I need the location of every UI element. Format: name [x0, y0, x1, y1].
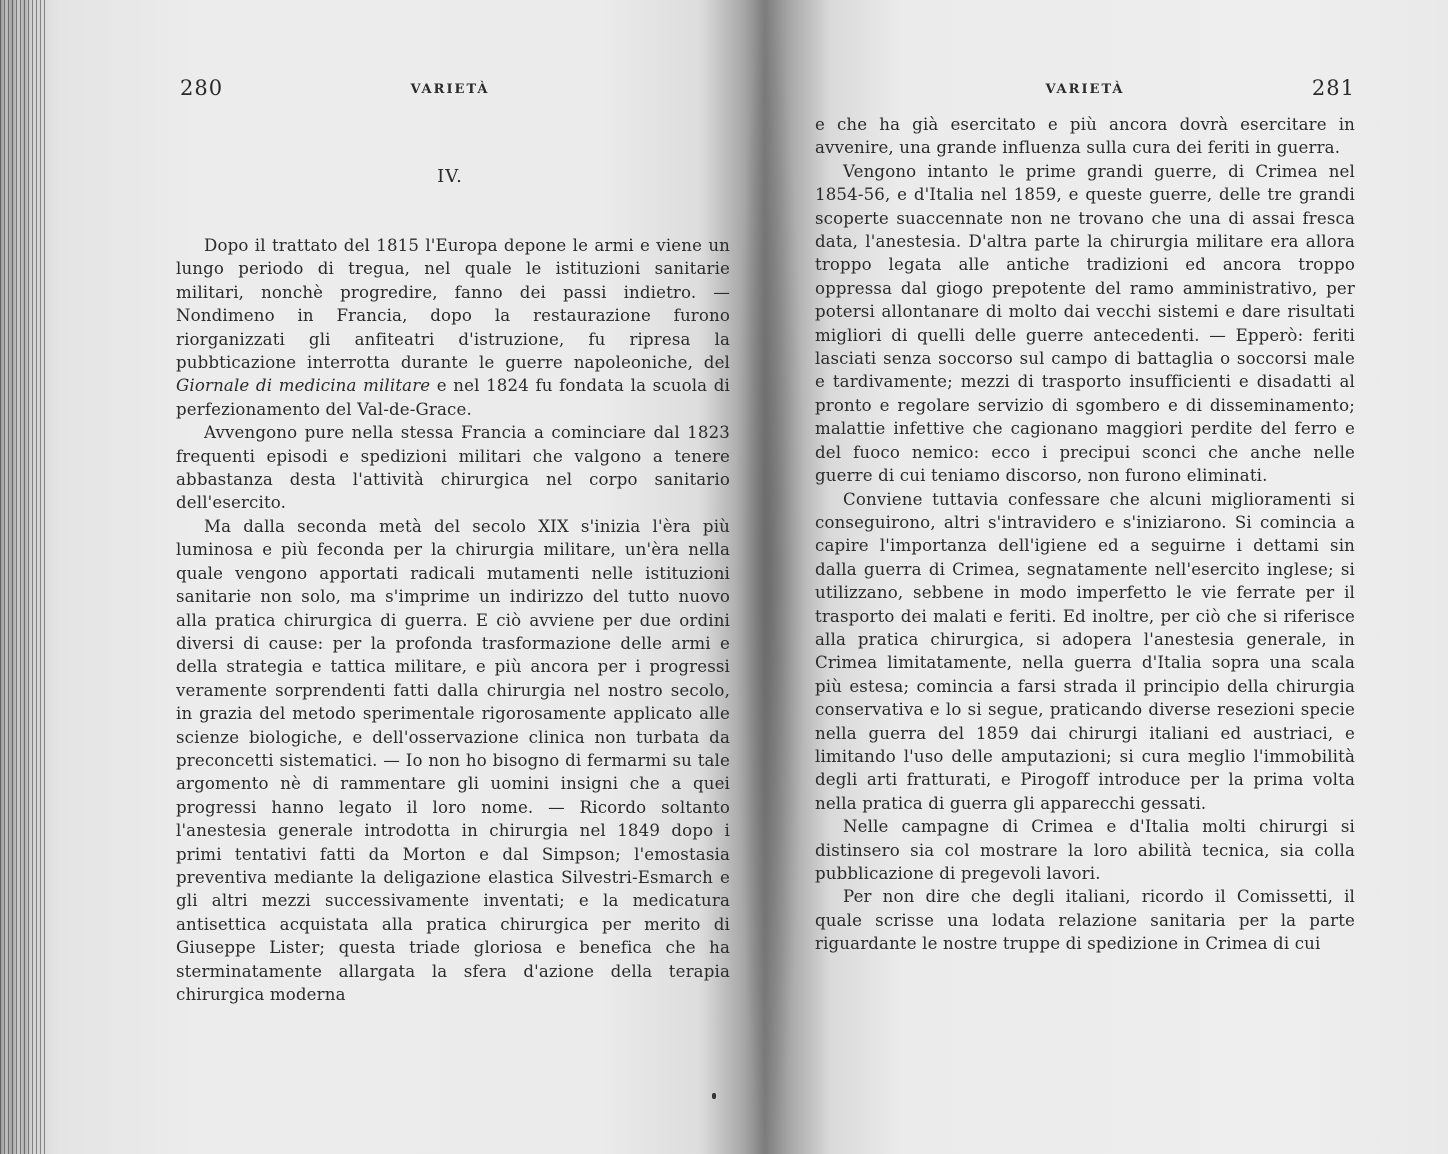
paragraph: Nelle campagne di Crimea e d'Italia molti chirurgi si distinsero sia col mostrare la loro abilità tecnica, sia colla pubblicazione di pregevoli lavori.: [815, 817, 1355, 883]
page-number: 280: [180, 76, 224, 100]
paragraph: Vengono intanto le prime grandi guerre, di Crimea nel 1854-56, e d'Italia nel 1859, e queste guerre, delle tre grandi scoperte suaccennate non ne trovano che una di assai fresca data, l'anestesia. D'altra parte la chirurgia militare era allora troppo legata alle antiche tradizioni ed ancora troppo oppressa dal giogo prepotente del ramo amministrativo, per potersi allontanare di molto dai vecchi sistemi e dare risultati migliori di quelli delle guerre antecedenti. — Epperò: feriti lasciati senza soccorso sul campo di battaglia o soccorsi male e tardivamente; mezzi di trasporto insufficienti e disadatti al pronto e regolare servizio di sgombero e di disseminamento; malattie infettive che cagionano maggiori perdite del ferro e del fuoco nemico: ecco i precipui sconci che anche nelle guerre di cui teniamo discorso, non furono eliminati.: [815, 161, 1355, 486]
ink-speck: [712, 1093, 716, 1099]
paragraph: Conviene tuttavia confessare che alcuni miglioramenti si conseguirono, altri s'intravidero e s'iniziarono. Si comincia a capire l'importanza dell'igiene ed a seguirne i dettami sin dalla guerra di Crimea, segnatamente nell'esercito inglese; si utilizzano, sebbene in modo imperfetto le vie ferrate per il trasporto dei malati e feriti. Ed inoltre, per ciò che si riferisce alla pratica chirurgica, si adopera l'anestesia generale, in Crimea limitatamente, nella guerra d'Italia sopra una scala più estesa; comincia a farsi strada il principio della chirurgia conservativa e lo si segue, praticando diverse resezioni specie nella guerra del 1859 dai chirurgi italiani ed austriaci, e limitando l'uso delle amputazioni; si cura meglio l'immobilità degli arti fratturati, e Pirogoff introduce per la prima volta nella pratica di guerra gli apparecchi gessati.: [815, 489, 1355, 813]
book-gutter: [735, 0, 805, 1154]
paragraph: Avvengono pure nella stessa Francia a cominciare dal 1823 frequenti episodi e spedizioni militari che valgono a tenere abbastanza desta l'attività chirurgica nel corpo sanitario dell'esercito.: [176, 423, 730, 513]
running-head-title: VARIETÀ: [410, 82, 490, 97]
running-head-title: VARIETÀ: [1045, 82, 1125, 97]
right-page: [815, 0, 1355, 1154]
body-text: [815, 113, 1355, 956]
paragraph-text-part: Dopo il trattato del 1815 l'Europa depone le armi e viene un lungo periodo di tregua, nel quale le istituzioni sanitarie militari, nonchè progredire, fanno dei passi indietro. — Nondimeno in Francia, dopo la restaurazione furono riorganizzati gli anfiteatri d'istruzione, fu ripresa la pubbticazione interrotta durante le guerre napoleoniche, del: [176, 236, 730, 373]
page-number: 281: [1311, 76, 1355, 100]
section-number: IV.: [437, 166, 463, 187]
paragraph: Ma dalla seconda metà del secolo XIX s'inizia l'èra più luminosa e più feconda per la chirurgia militare, un'èra nella quale vengono apportati radicali mutamenti nelle istituzioni sanitarie non solo, ma s'imprime un indirizzo del tutto nuovo alla pratica chirurgica di guerra. E ciò avviene per due ordini diversi di cause: per la profonda trasformazione delle armi e della strategia e tattica militare, e più ancora per i progressi veramente sorprendenti fatti dalla chirurgia nel nostro secolo, in grazia del metodo sperimentale rigorosamente applicato alle scienze biologiche, e dell'osservazione clinica non turbata da preconcetti sistematici. — Io non ho bisogno di fermarmi su tale argomento nè di rammentare gli uomini insigni che a quei progressi hanno legato il loro nome. — Ricordo soltanto l'anestesia generale introdotta in chirurgia nel 1849 dopo i primi tentativi fatti da Morton e dal Simpson; l'emostasia preventiva mediante la deligazione elastica Silvestri-Esmarch e gli altri mezzi successivamente inventati; e la medicatura antisettica acquistata alla pratica chirurgica per merito di Giuseppe Lister; questa triade gloriosa e benefica che ha sterminatamente allargata la sfera d'azione della terapia chirurgica moderna: [176, 516, 730, 1004]
page-edges: [0, 0, 46, 1154]
left-page: [170, 0, 730, 1154]
paragraph: [176, 234, 730, 421]
paragraph-continuation: e che ha già esercitato e più ancora dovrà esercitare in avvenire, una grande influenza sulla cura dei feriti in guerra.: [815, 115, 1355, 158]
running-head: [815, 76, 1355, 106]
paragraph-text-part: e nel 1824 fu fondata la scuola di perfezionamento del Val-de-Grace.: [176, 376, 730, 419]
journal-title: Giornale di medicina militare: [176, 376, 431, 396]
running-head: [170, 76, 730, 106]
paragraph: Per non dire che degli italiani, ricordo il Comissetti, il quale scrisse una lodata relazione sanitaria per la parte riguardante le nostre truppe di spedizione in Crimea di cui: [815, 887, 1355, 954]
body-text: [176, 234, 730, 1006]
